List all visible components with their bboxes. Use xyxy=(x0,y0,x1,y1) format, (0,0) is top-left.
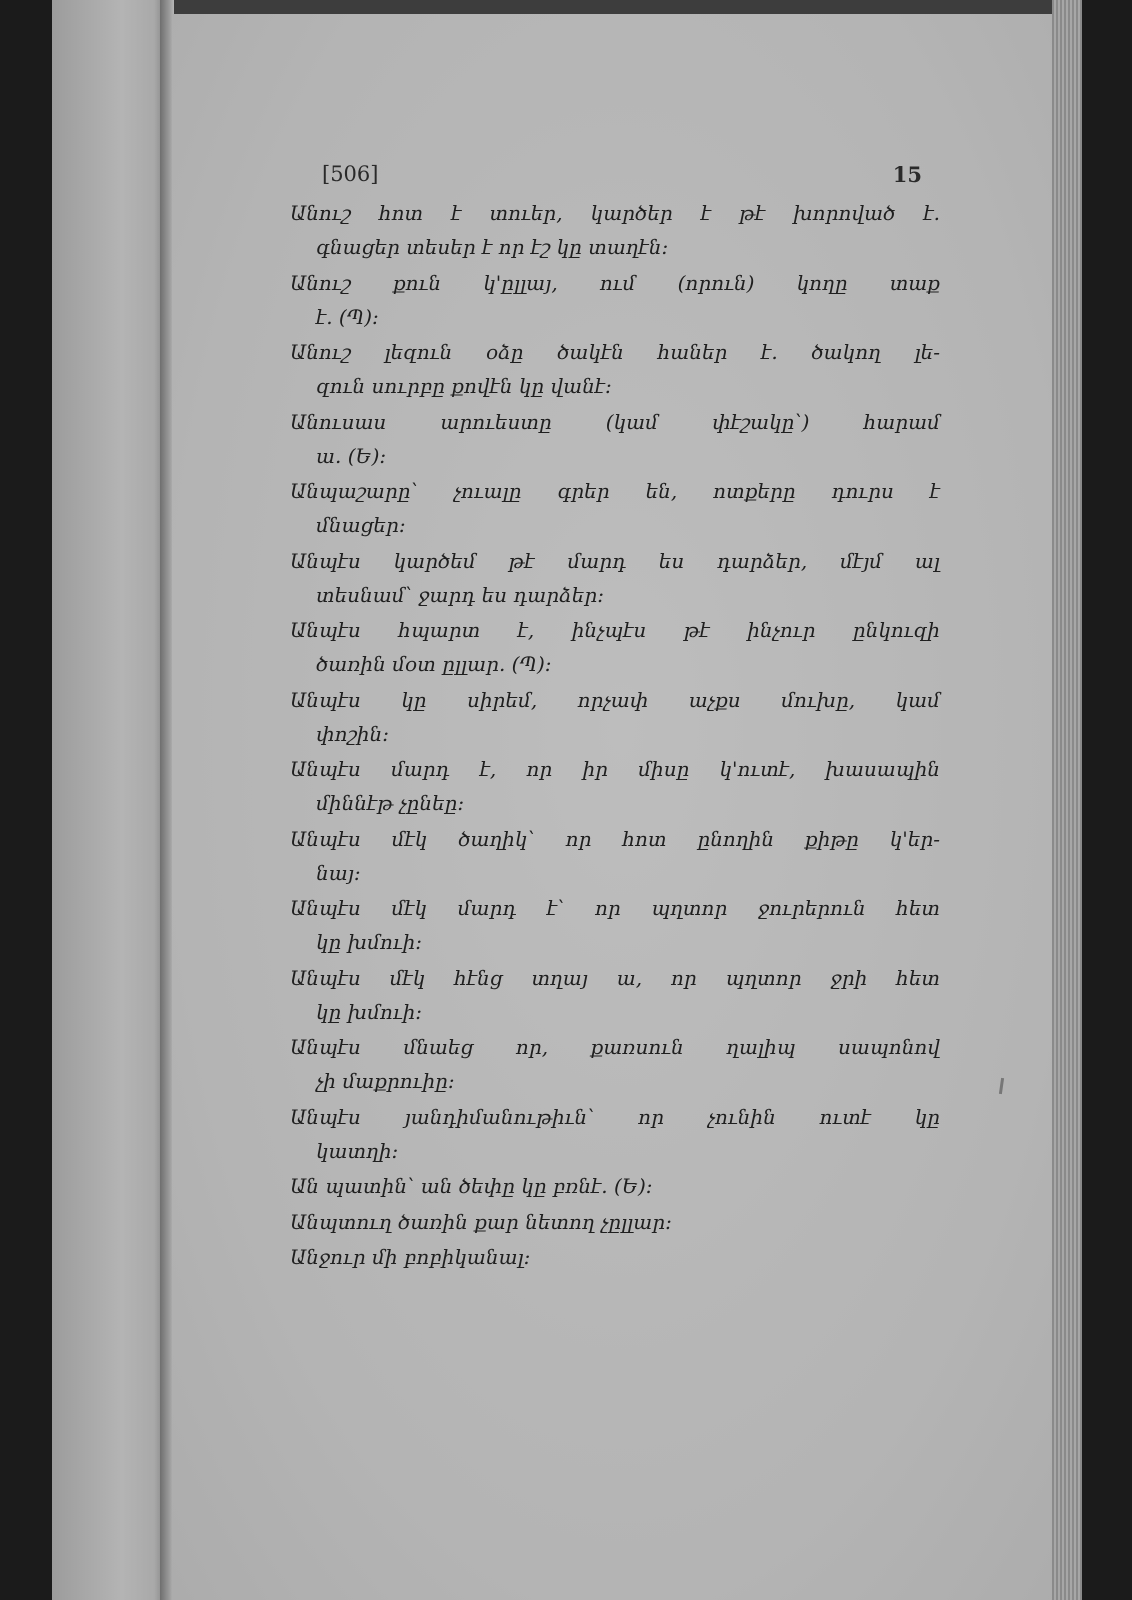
proverb-entry xyxy=(290,266,940,334)
proverb-entry xyxy=(290,405,940,473)
proverb-entry xyxy=(290,1240,940,1274)
proverb-continuation-line: զուն սուրբը քովէն կը վանէ: xyxy=(316,374,612,398)
proverb-entry xyxy=(290,1030,940,1098)
proverb-continuation-line: մնացեր: xyxy=(316,513,406,537)
proverb-continuation-line: ծառին մօտ ըլլար. (Պ): xyxy=(316,652,552,676)
proverb-first-line: Անպէս յանդիմանութիւն՝ որ չունին ուտէ կը xyxy=(290,1104,940,1129)
proverb-continuation-line: կը խմուի: xyxy=(316,930,423,954)
proverb-continuation-line: փոշին: xyxy=(316,721,389,746)
scan-top-strip xyxy=(52,0,1082,14)
proverb-entry xyxy=(290,683,940,751)
proverb-continuation-line: միննէթ չընեը: xyxy=(316,791,465,815)
proverb-first-line: Անպէս մնաեց որ, քառսուն ղալիպ սապոնով xyxy=(290,1035,940,1059)
proverb-entry xyxy=(290,335,940,403)
proverb-first-line: Անպէս մէկ ծաղիկ՝ որ հոտ ընողին քիթը կ'եր- xyxy=(290,826,940,851)
proverb-entry xyxy=(290,961,940,1029)
proverb-continuation-line: տեսնամ՝ ջարդ ես դարձեր: xyxy=(316,582,604,607)
proverb-first-line: Անուշ հոտ է տուեր, կարծեր է թէ խորոված է. xyxy=(290,201,940,225)
page-number: 15 xyxy=(892,162,922,187)
proverb-first-line: Անպէս կը սիրեմ, որչափ աչքս մուխը, կամ xyxy=(290,687,940,712)
proverb-first-line: Անջուր մի բոբիկանալ: xyxy=(290,1245,531,1269)
proverb-first-line: Անպէս մէկ հէնց տղայ ա, որ պղտոր ջրի հետ xyxy=(290,965,940,990)
proverb-first-line: Անուշ լեզուն օձը ծակէն հաներ է. ծակող լե- xyxy=(290,340,940,364)
proverb-entry xyxy=(290,752,940,820)
proverb-continuation-line: կատղի: xyxy=(316,1138,399,1163)
proverb-first-line: Անպէս հպարտ է, ինչպէս թէ ինչուր ընկուզի xyxy=(290,618,940,642)
proverb-entry xyxy=(290,474,940,542)
page-header xyxy=(322,162,922,196)
left-page xyxy=(52,0,168,1600)
proverb-list xyxy=(290,196,940,1276)
proverb-first-line: Անպէս կարծեմ թէ մարդ ես դարձեր, մէյմ ալ xyxy=(290,548,940,573)
proverb-continuation-line: կը խմուի: xyxy=(316,999,423,1024)
proverb-entry xyxy=(290,1169,940,1203)
proverb-continuation-line: չի մաքրուիը: xyxy=(316,1069,455,1093)
proverb-first-line: Անպտուղ ծառին քար նետող չըլլար: xyxy=(290,1209,672,1234)
proverb-continuation-line: նայ: xyxy=(316,860,361,885)
proverb-continuation-line: ա. (Ե): xyxy=(316,443,387,468)
proverb-continuation-line: գնացեր տեսեր է որ էշ կը տաղէն: xyxy=(316,235,669,259)
proverb-entry xyxy=(290,822,940,890)
proverb-entry xyxy=(290,891,940,959)
proverb-first-line: Անպէս մարդ է, որ իր միսը կ'ուտէ, խասապին xyxy=(290,757,940,781)
page-edge xyxy=(1052,0,1082,1600)
proverb-continuation-line: է. (Պ): xyxy=(316,304,379,329)
proverb-first-line: Անպէս մէկ մարդ է՝ որ պղտոր ջուրերուն հետ xyxy=(290,896,940,920)
proverb-entry xyxy=(290,613,940,681)
proverb-entry xyxy=(290,544,940,612)
proverb-first-line: Անպաշարը՝ չուալը գրեր են, ոտքերը դուրս է xyxy=(290,479,940,503)
proverb-entry xyxy=(290,1100,940,1168)
proverb-first-line: Անուշ քուն կ'ըլլայ, ում (որուն) կողը տաք xyxy=(290,270,940,295)
proverb-first-line: Ան պատին՝ ան ծեփը կը բռնէ. (Ե): xyxy=(290,1174,653,1198)
proverb-first-line: Անուսաս արուեստը (կամ փէշակը՝) հարամ xyxy=(290,409,940,434)
page-reference: [506] xyxy=(322,162,379,186)
proverb-entry xyxy=(290,1205,940,1239)
proverb-entry xyxy=(290,196,940,264)
